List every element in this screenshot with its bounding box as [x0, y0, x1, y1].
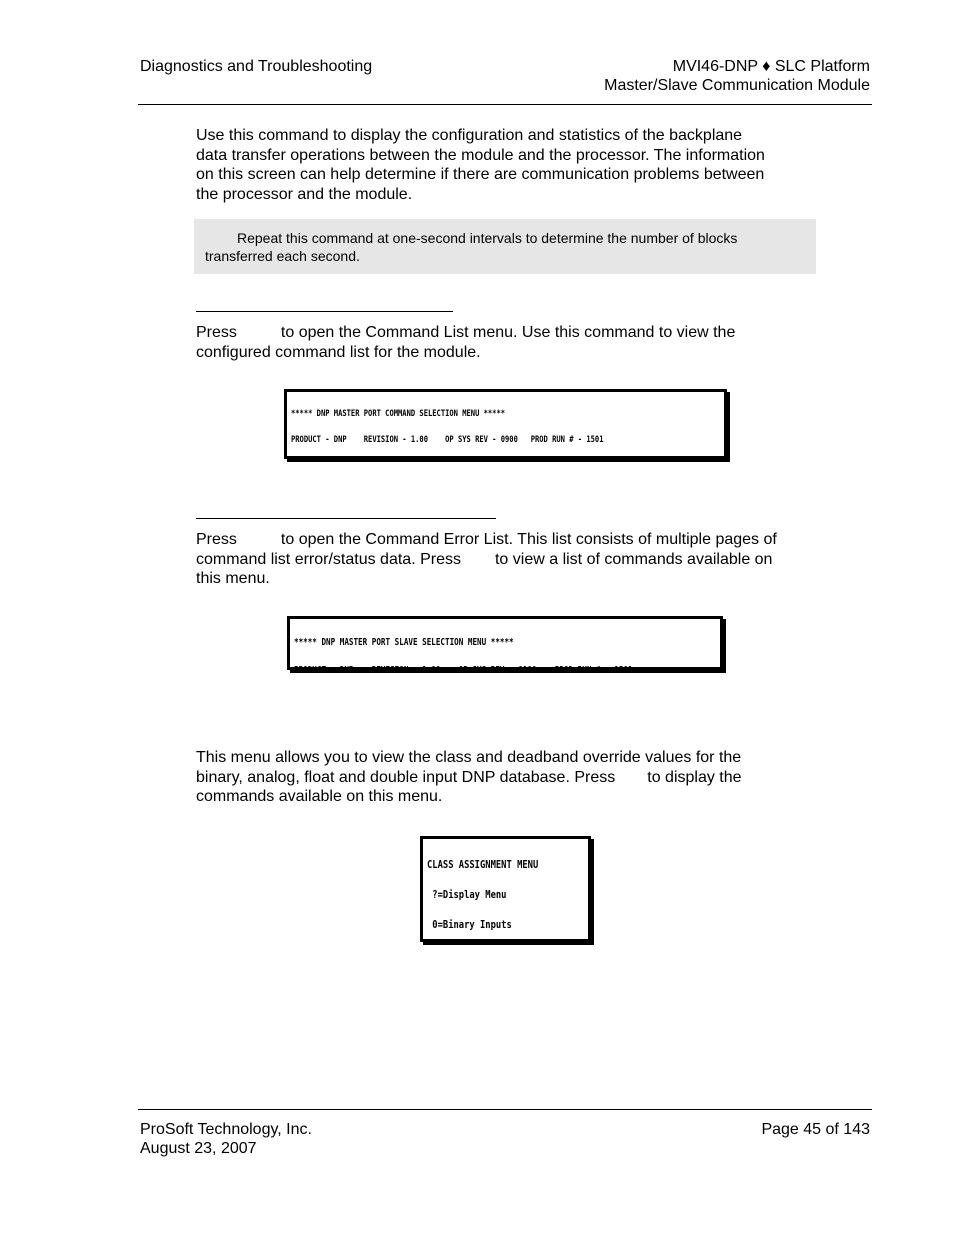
terminal-line: 0=Binary Inputs [427, 918, 512, 931]
intro-paragraph [196, 126, 816, 205]
company-name: ProSoft Technology, Inc. [140, 1121, 312, 1138]
terminal-line: ?=Display Menu [427, 888, 507, 901]
press-text: Press [196, 324, 237, 341]
tip-note-line: transferred each second. [205, 248, 360, 264]
paragraph-text: configured command list for the module. [196, 343, 481, 361]
paragraph-text: to open the Command Error List. This list consists of multiple pages of [280, 531, 777, 548]
running-header-right [604, 57, 870, 95]
terminal-line: CLASS ASSIGNMENT MENU [427, 858, 539, 871]
paragraph-text: command list error/status data. Press [196, 550, 461, 568]
intro-line: the processor and the module. [196, 186, 413, 204]
intro-line: Use this command to display the configuration and statistics of the backplane [196, 127, 743, 144]
tip-note-line: Repeat this command at one-second intervals to determine the number of blocks [237, 230, 738, 246]
section-heading-rule [196, 311, 453, 312]
slave-selection-menu-screenshot [287, 616, 723, 670]
class-assignment-menu-screenshot [420, 836, 591, 942]
terminal-line: ***** DNP MASTER PORT SLAVE SELECTION MENU ***** [294, 637, 514, 649]
section-heading-rule [196, 518, 496, 519]
product-title: MVI46-DNP ♦ SLC Platform [672, 58, 870, 75]
intro-line: on this screen can help determine if there are communication problems between [196, 166, 765, 184]
class-assignment-paragraph [196, 748, 816, 807]
terminal-line [294, 666, 635, 670]
command-selection-menu-screenshot [284, 389, 727, 459]
command-list-paragraph [196, 323, 816, 362]
paragraph-text: this menu. [196, 570, 270, 588]
product-subtitle: Master/Slave Communication Module [604, 77, 870, 94]
intro-line: data transfer operations between the module and the processor. The information [196, 146, 765, 164]
header-rule [138, 104, 872, 105]
paragraph-text: to open the Command List menu. Use this command to view the [280, 324, 736, 341]
paragraph-text: to view a list of commands available on [494, 550, 773, 568]
page-number: Page 45 of 143 [761, 1121, 870, 1138]
paragraph-text: This menu allows you to view the class and deadband override values for the [196, 749, 742, 766]
document-date: August 23, 2007 [140, 1140, 257, 1157]
terminal-line: ***** DNP MASTER PORT COMMAND SELECTION MENU ***** [291, 409, 506, 420]
terminal-line: PRODUCT - DNP REVISION - 1.00 OP SYS REV - 0900 PROD RUN # - 1501 [291, 434, 604, 445]
command-error-list-paragraph [196, 530, 816, 589]
footer-left [140, 1120, 312, 1158]
paragraph-text: to display the [647, 768, 742, 786]
paragraph-text: binary, analog, float and double input DNP database. Press [196, 768, 616, 786]
tip-note [194, 219, 816, 274]
press-text: Press [196, 531, 237, 548]
paragraph-text: commands available on this menu. [196, 788, 443, 806]
running-header-left: Diagnostics and Troubleshooting [140, 58, 373, 75]
footer-rule [138, 1109, 872, 1110]
